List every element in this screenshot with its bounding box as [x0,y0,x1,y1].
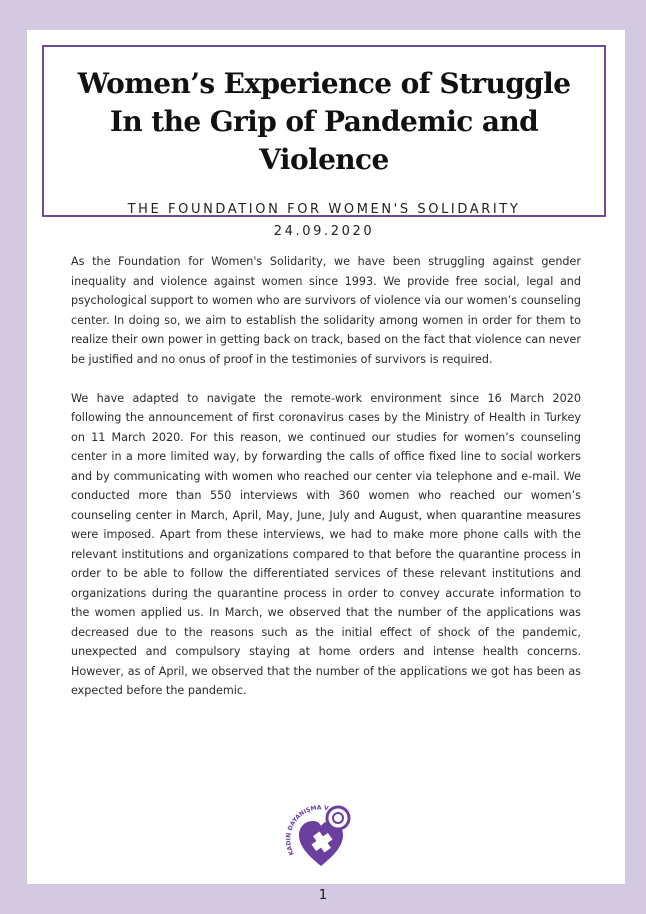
title-line-1: Women’s Experience of Struggle [77,67,571,100]
heart-venus-logo-icon [282,802,360,868]
document-page [27,30,625,884]
title-box [42,45,606,239]
document-title [44,65,604,179]
logo-text: KADIN DAYANIŞMA V [285,804,329,857]
paragraph-1: As the Foundation for Women's Solidarity, we have been struggling against gender inequality and violence against women since 1993. We provide free social, legal and psychological support to women who are survivors of violence via our women’s counseling center. In doing so, we aim to establish the solidarity among women in order for them to realize their own power in getting back on track, based on the fact that violence can never be justified and no onus of proof in the testimonies of survivors is required. [71,255,581,366]
paragraph-2: We have adapted to navigate the remote-work environment since 16 March 2020 following the announcement of first coronavirus cases by the Ministry of Health in Turkey on 11 March 2020. For this reason, we continued our studies for women’s counseling center in a more limited way, by forwarding the calls of office fixed line to social workers and by communicating with women who reached our center via telephone and e-mail. We conducted more than 550 interviews with 360 women who reached our women’s counseling center in March, April, May, June, July and August, when quarantine measures were imposed. Apart from these interviews, we had to make more phone calls with the relevant institutions and organizations compared to that before the quarantine process in order to be able to follow the differentiated services of these relevant institutions and organizations during the quarantine process in order to convey accurate information to the women applied us. In March, we observed that the number of the applications was decreased due to the reasons such as the initial effect of shock of the pandemic, unexpected and compulsory staying at home orders and intense health concerns. However, as of April, we observed that the number of the applications we got has been as expected before the pandemic. [71,391,581,697]
organization-name: THE FOUNDATION FOR WOMEN'S SOLIDARITY [127,202,521,217]
title-line-2: In the Grip of Pandemic and Violence [109,105,539,176]
foundation-logo [282,802,360,868]
body-text [71,252,581,720]
document-date: 24.09.2020 [273,224,375,239]
page-number: 1 [318,888,328,903]
